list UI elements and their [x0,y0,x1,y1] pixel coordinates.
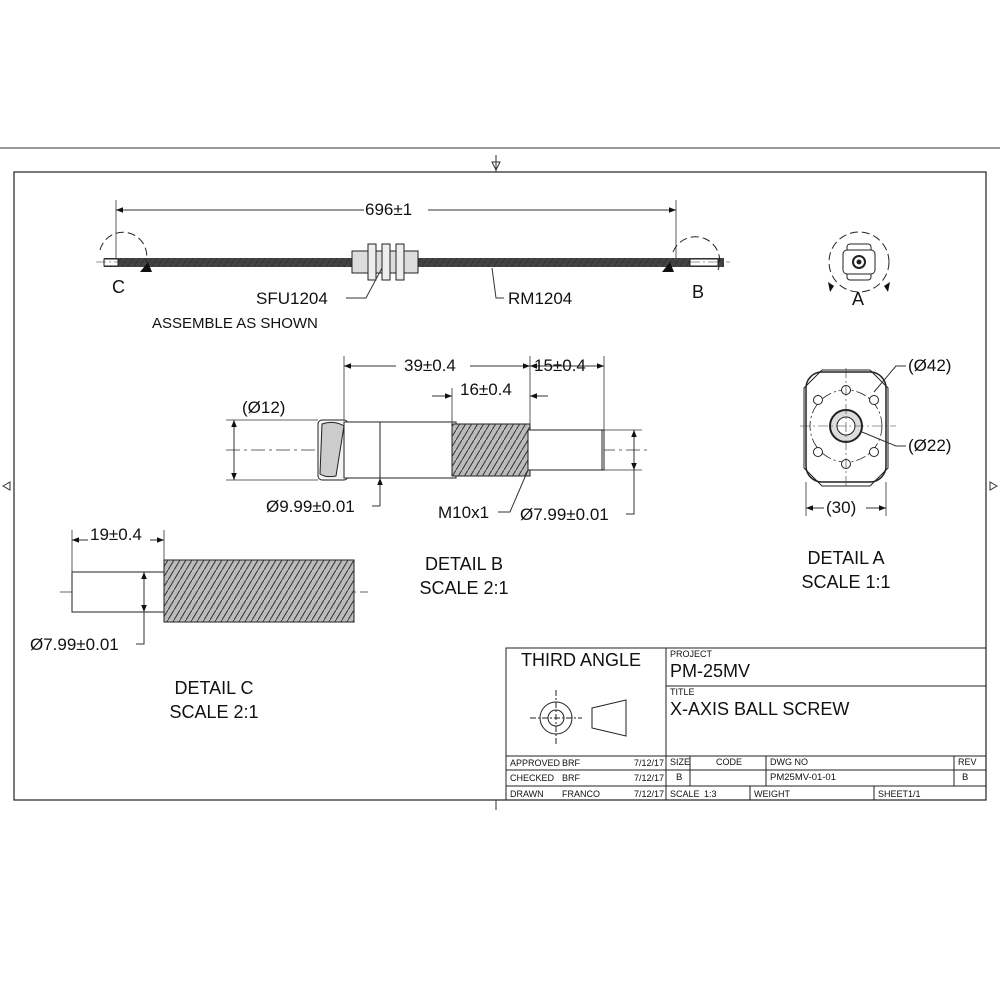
detail-a-dim-d22: (Ø22) [908,436,952,455]
center-mark-left [3,482,10,490]
screw-label: RM1204 [508,289,573,308]
detail-b-dim-d999: Ø9.99±0.01 [266,497,355,516]
title-value: X-AXIS BALL SCREW [670,699,850,719]
weight-label: WEIGHT [754,789,790,799]
projection-label: THIRD ANGLE [521,650,642,670]
detail-b-dim-39: 39±0.4 [404,356,456,375]
rev-label: REV [958,757,977,767]
approved-by: BRF [562,758,580,768]
project-value: PM-25MV [670,661,751,681]
size-label: SIZE [670,757,691,767]
dwg-no-value: PM25MV-01-01 [770,772,837,783]
detail-a-caption [784,546,908,594]
nut-label: SFU1204 [256,289,328,308]
detail-c-title: DETAIL C [174,678,254,698]
overall-length-dim: 696±1 [365,200,413,219]
drawn-label: DRAWN [510,789,544,799]
detail-b-dim-d12: (Ø12) [242,398,286,417]
detail-a-view [800,366,906,516]
sheet-value: 1/1 [908,789,921,799]
detail-a-end-view-small [828,232,890,292]
detail-a-dim-30: (30) [826,498,857,517]
code-label: CODE [716,757,743,767]
detail-b-caption [404,552,524,600]
size-value: B [676,772,683,783]
detail-c-caption [154,676,274,724]
scale-label: SCALE [670,789,700,799]
callout-a-label: A [852,289,865,309]
drawn-by: FRANCO [562,789,600,799]
sheet-label: SHEET [878,789,909,799]
dwg-no-label: DWG NO [770,757,808,767]
main-view [96,200,730,298]
detail-a-dim-d42: (Ø42) [908,356,952,375]
callout-c-label: C [112,277,125,297]
checked-date: 7/12/17 [634,773,665,783]
detail-b-dim-16: 16±0.4 [460,380,512,399]
third-angle-symbol [530,690,626,746]
detail-b-scale: SCALE 2:1 [419,578,509,598]
detail-b-view [226,356,648,514]
rev-value: B [962,772,969,783]
project-field-label: PROJECT [670,649,713,659]
detail-c-dim-d799: Ø7.99±0.01 [30,635,119,654]
approved-date: 7/12/17 [634,758,665,768]
assemble-note: ASSEMBLE AS SHOWN [152,315,318,332]
detail-a-scale: SCALE 1:1 [801,572,891,592]
detail-c-dim-19: 19±0.4 [90,525,142,544]
detail-c-scale: SCALE 2:1 [169,702,259,722]
scale-value: 1:3 [704,789,717,799]
checked-by: BRF [562,773,580,783]
detail-b-thread: M10x1 [438,503,490,522]
approved-label: APPROVED [510,758,561,768]
center-mark-right [990,482,997,490]
detail-b-dim-d799: Ø7.99±0.01 [520,505,609,524]
title-field-label: TITLE [670,687,695,697]
callout-b-label: B [692,282,705,302]
checked-label: CHECKED [510,773,555,783]
detail-b-dim-15: 15±0.4 [534,356,586,375]
detail-c-view [60,530,368,644]
drawn-date: 7/12/17 [634,789,665,799]
detail-b-title: DETAIL B [424,554,504,574]
detail-a-title: DETAIL A [807,548,885,568]
